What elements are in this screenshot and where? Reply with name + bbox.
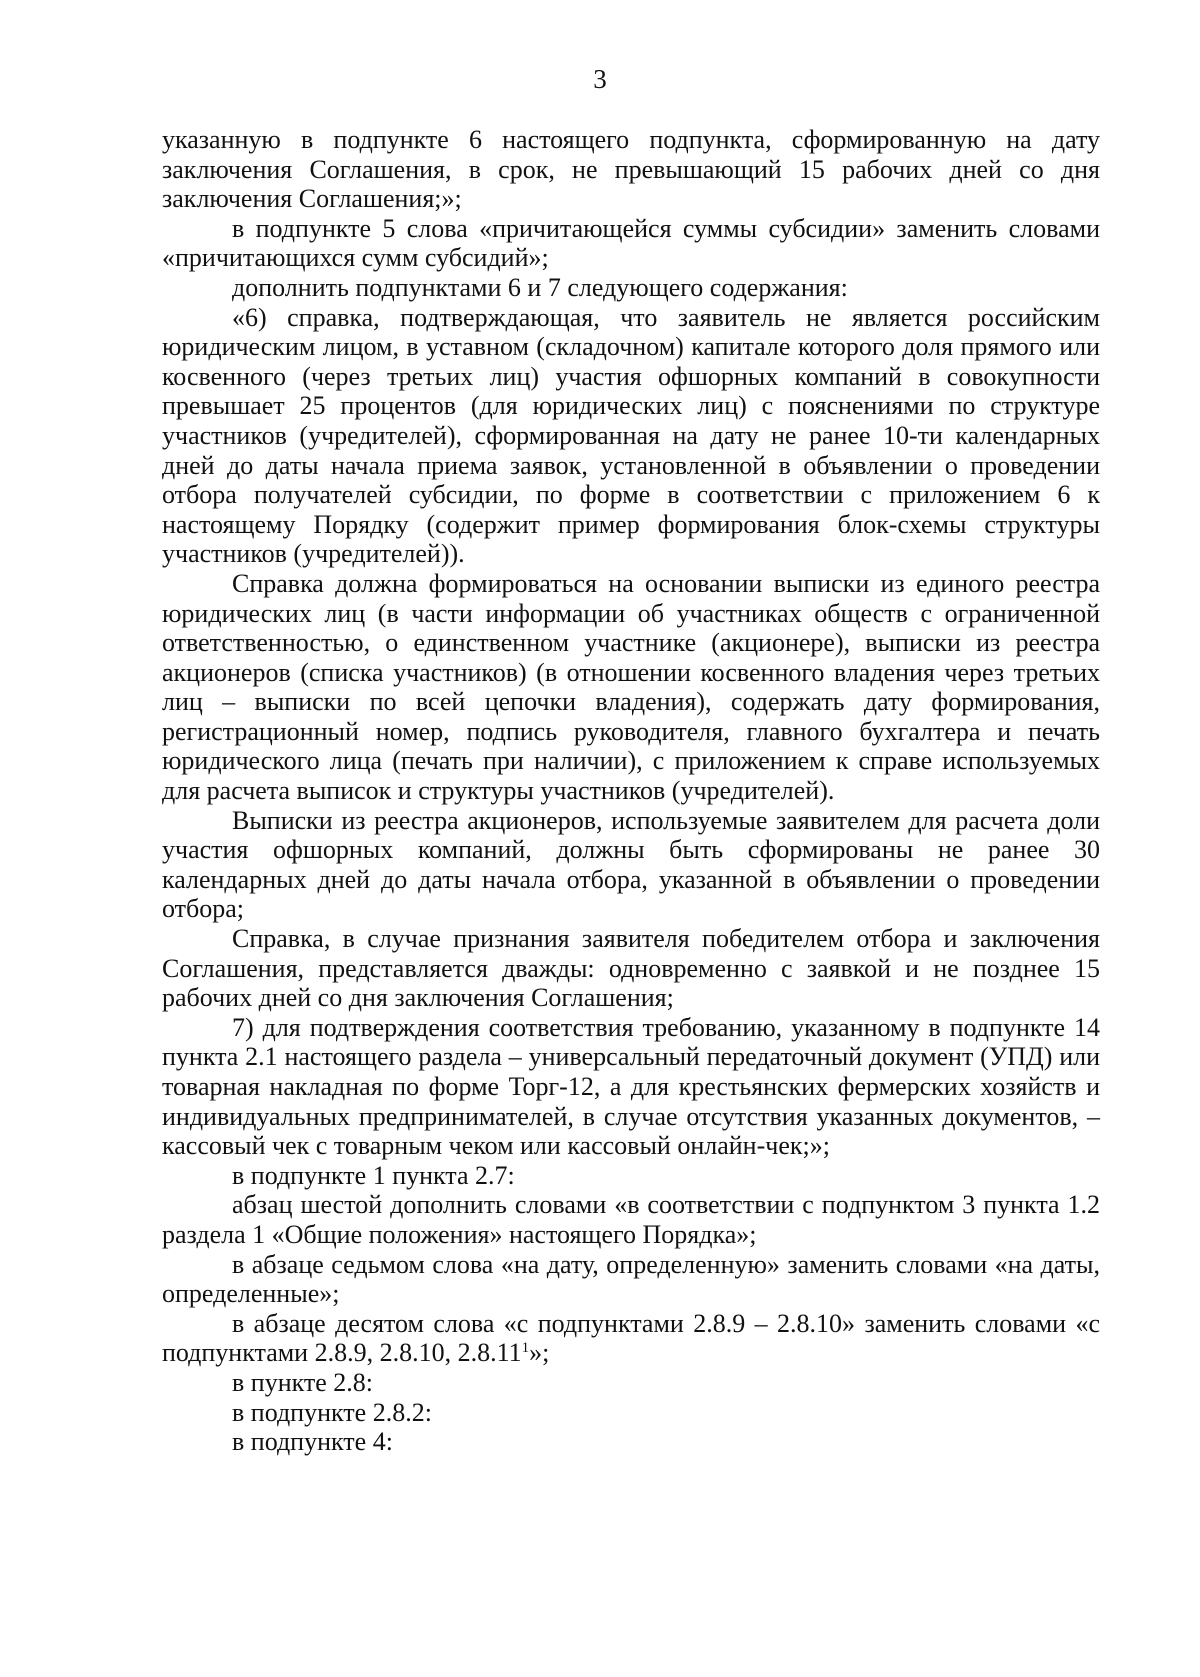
paragraph-tail: »;	[529, 1338, 550, 1368]
paragraph: в подпункте 5 слова «причитающейся суммы субсидии» заменить словами «причитающихся сумм субсидий»;	[162, 213, 1100, 273]
paragraph: в подпункте 1 пункта 2.7:	[232, 1160, 515, 1190]
paragraph: в подпункте 4:	[232, 1427, 393, 1457]
document-body	[162, 125, 1100, 1457]
paragraph: абзац шестой дополнить словами «в соответствии с подпунктом 3 пункта 1.2 раздела 1 «Общие положения» настоящего Порядка»;	[162, 1190, 1100, 1249]
paragraph: Выписки из реестра акционеров, используемые заявителем для расчета доли участия офшорных компаний, должны быть сформированы не ранее 30 календарных дней до даты начала отбора, указанной в объявлении о проведении отбора;	[162, 805, 1100, 924]
paragraph-text: в абзаце десятом слова «с подпунктами 2.8.9 – 2.8.10» заменить словами «с подпунктами 2.8.9, 2.8.10, 2.8.11	[162, 1308, 1100, 1368]
paragraph: Справка должна формироваться на основании выписки из единого реестра юридических лиц (в части информации об участниках обществ с ограниченной ответственностью, о единственном участнике (акционере), выписки из реестра акционеров (списка участников) (в отношении косвенного владения через третьих лиц – выписки по всей цепочки владения), содержать дату формирования, регистрационный номер, подпись руководителя, главного бухгалтера и печать юридического лица (печать при наличии), с приложением к справе используемых для расчета выписок и структуры участников (учредителей).	[162, 568, 1100, 806]
page-number: 3	[593, 64, 607, 94]
paragraph	[162, 1309, 1100, 1368]
paragraph: 7) для подтверждения соответствия требованию, указанному в подпункте 14 пункта 2.1 настоящего раздела – универсальный передаточный документ (УПД) или товарная накладная по форме Торг-12, а для крестьянских фермерских хозяйств и индивидуальных предпринимателей, в случае отсутствия указанных документов, – кассовый чек с товарным чеком или кассовый онлайн-чек;»;	[162, 1012, 1100, 1161]
paragraph: «6) справка, подтверждающая, что заявитель не является российским юридическим лицом, в уставном (складочном) капитале которого доля прямого или косвенного (через третьих лиц) участия офшорных компаний в совокупности превышает 25 процентов (для юридических лиц) с пояснениями по структуре участников (учредителей), сформированная на дату не ранее 10-ти календарных дней до даты начала приема заявок, установленной в объявлении о проведении отбора получателей субсидии, по форме в соответствии с приложением 6 к настоящему Порядку (содержит пример формирования блок-схемы структуры участников (учредителей)).	[162, 302, 1100, 569]
superscript: 1	[521, 1340, 530, 1357]
paragraph: указанную в подпункте 6 настоящего подпункта, сформированную на дату заключения Соглашения, в срок, не превышающий 15 рабочих дней со дня заключения Соглашения;»;	[162, 125, 1100, 214]
paragraph: дополнить подпунктами 6 и 7 следующего содержания:	[232, 272, 848, 302]
paragraph: в подпункте 2.8.2:	[232, 1397, 432, 1427]
paragraph: Справка, в случае признания заявителя победителем отбора и заключения Соглашения, представляется дважды: одновременно с заявкой и не позднее 15 рабочих дней со дня заключения Соглашения;	[162, 924, 1100, 1013]
paragraph: в абзаце седьмом слова «на дату, определенную» заменить словами «на даты, определенные»;	[162, 1249, 1100, 1309]
paragraph: в пункте 2.8:	[232, 1367, 374, 1397]
